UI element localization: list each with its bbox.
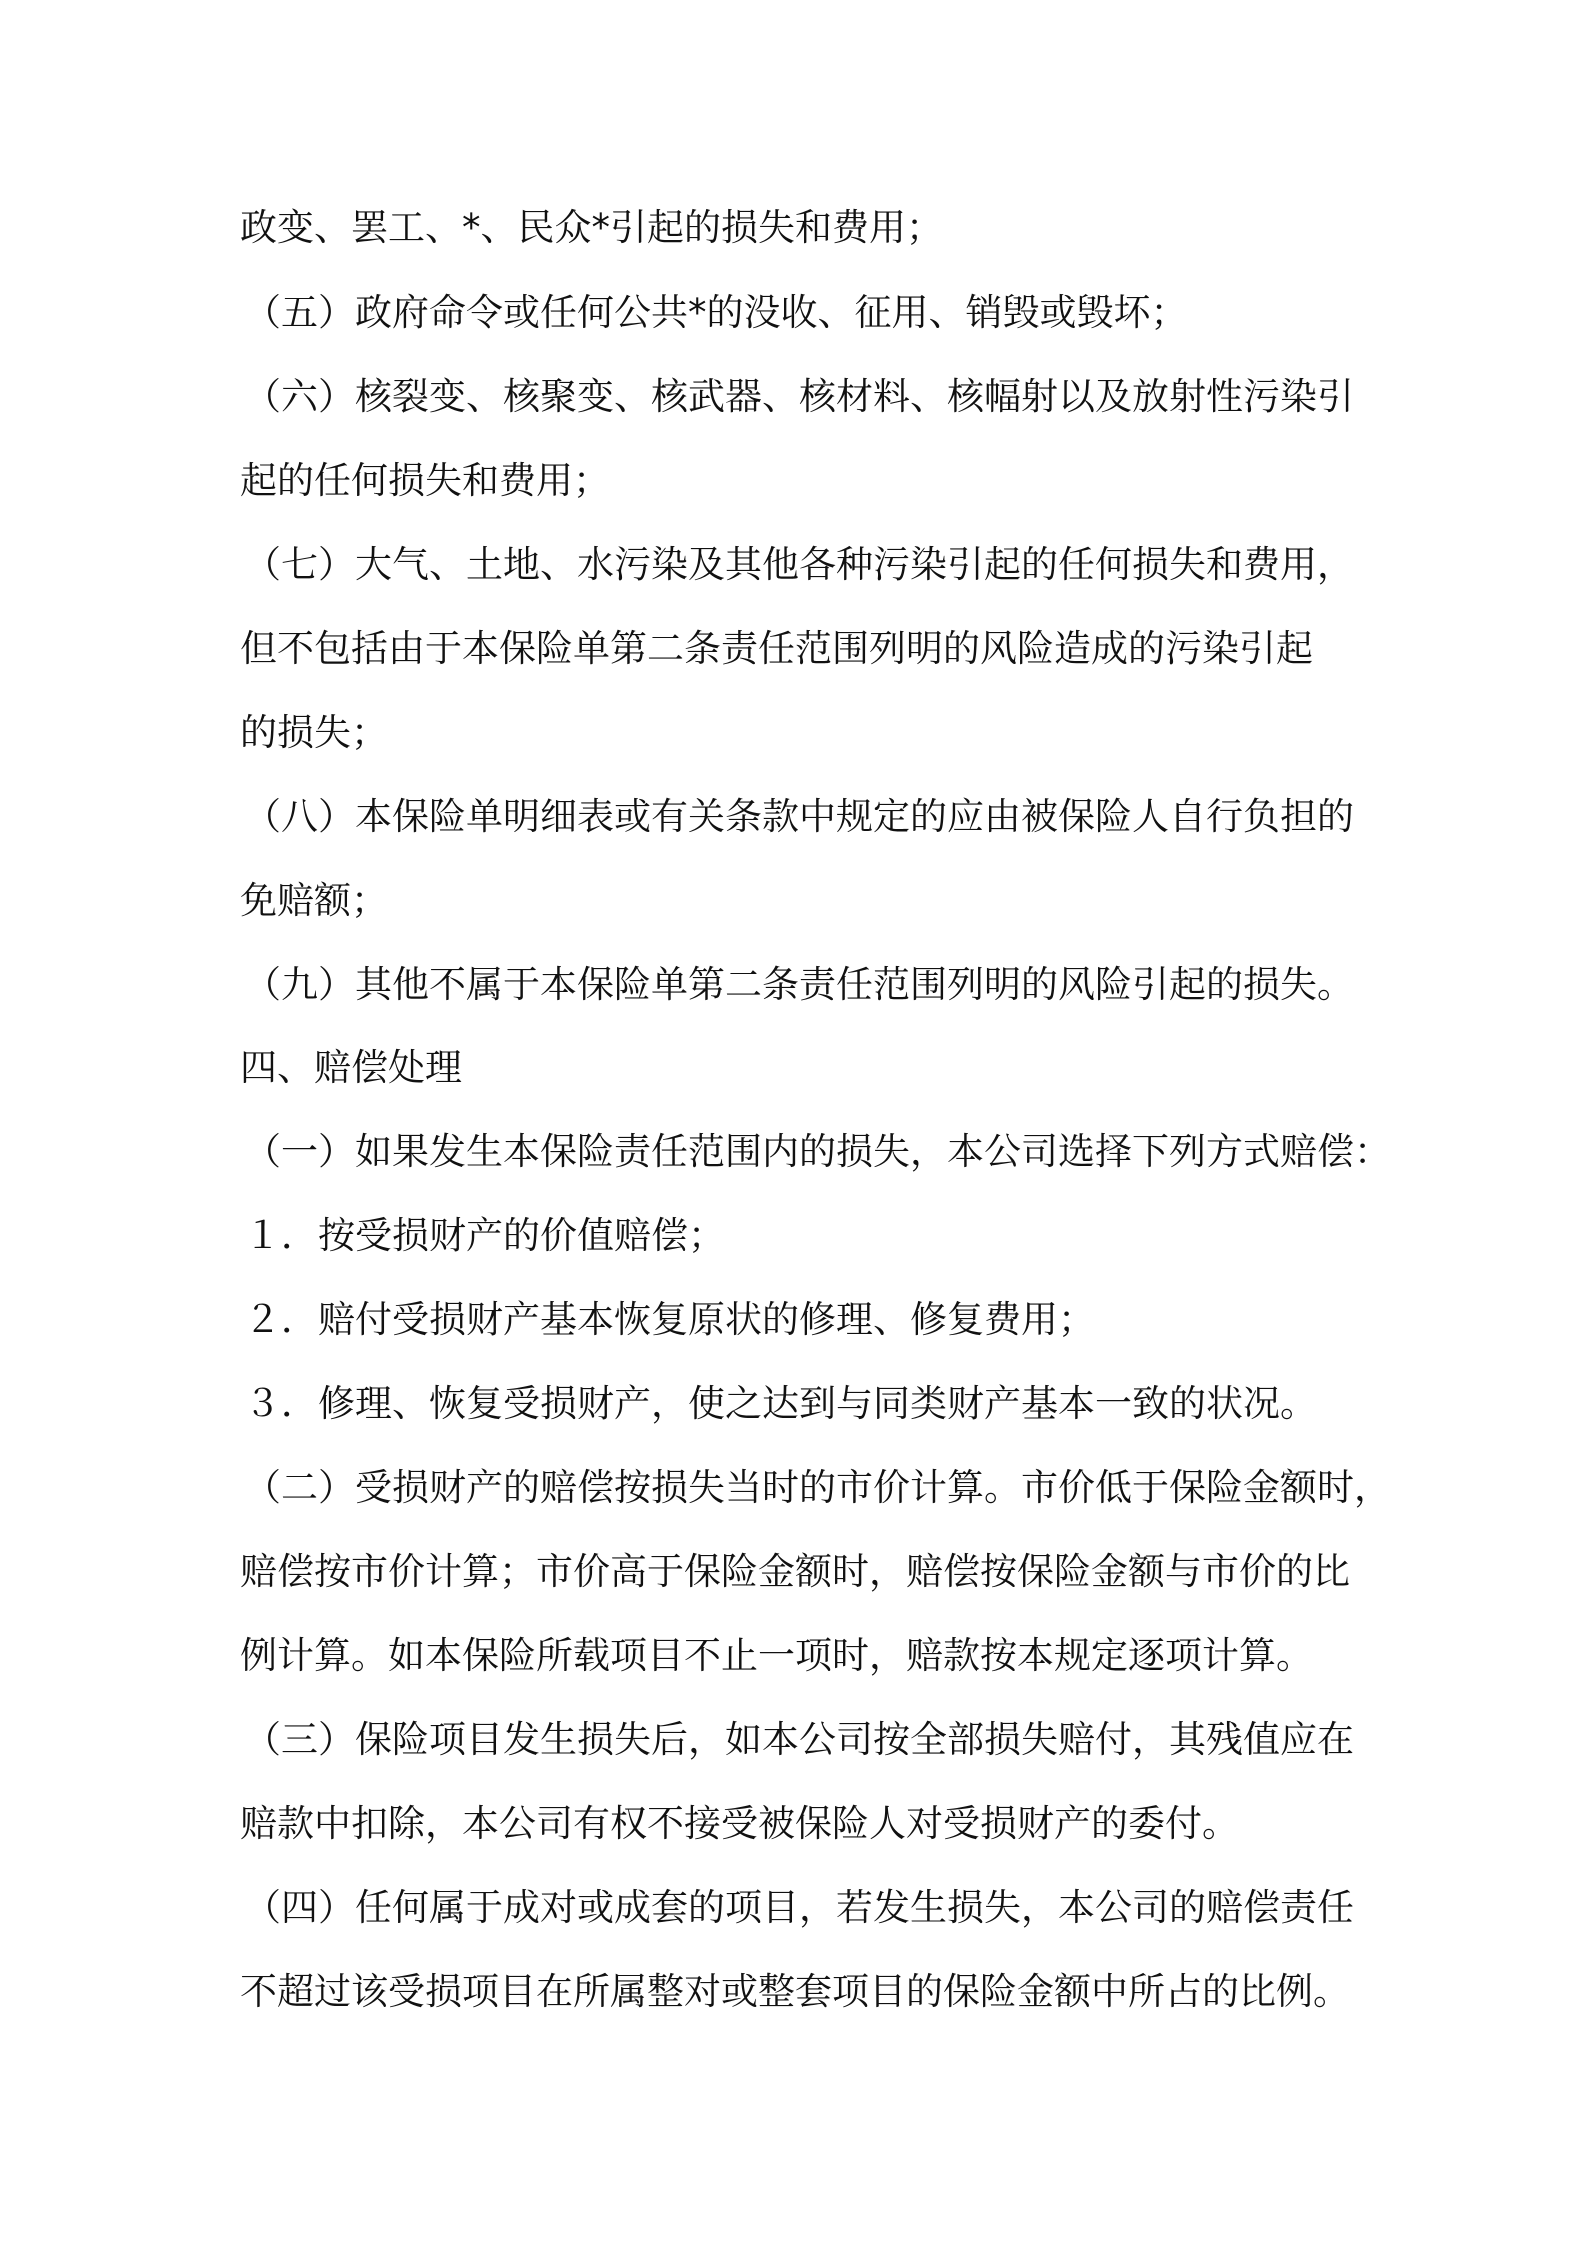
text-line: 赔偿按市价计算；市价高于保险金额时，赔偿按保险金额与市价的比	[240, 1550, 1350, 1593]
text-line: （六）核裂变、核聚变、核武器、核材料、核幅射以及放射性污染引	[244, 375, 1354, 418]
list-item: ２．赔付受损财产基本恢复原状的修理、修复费用；	[244, 1298, 1095, 1341]
text-line: 不超过该受损项目在所属整对或整套项目的保险金额中所占的比例。	[240, 1970, 1350, 2013]
text-line: 的损失；	[240, 711, 388, 754]
list-item: １．按受损财产的价值赔偿；	[244, 1214, 725, 1257]
text-line: （三）保险项目发生损失后，如本公司按全部损失赔付，其残值应在	[244, 1718, 1354, 1761]
text-line: （七）大气、土地、水污染及其他各种污染引起的任何损失和费用，	[244, 543, 1354, 586]
text-line: 起的任何损失和费用；	[240, 459, 610, 502]
text-line: （二）受损财产的赔偿按损失当时的市价计算。市价低于保险金额时，	[244, 1466, 1391, 1509]
text-line: 赔款中扣除，本公司有权不接受被保险人对受损财产的委付。	[240, 1802, 1239, 1845]
section-heading: 四、赔偿处理	[240, 1046, 462, 1089]
text-line: 免赔额；	[240, 879, 388, 922]
text-line: 但不包括由于本保险单第二条责任范围列明的风险造成的污染引起	[240, 627, 1313, 670]
list-item: ３．修理、恢复受损财产，使之达到与同类财产基本一致的状况。	[244, 1382, 1317, 1425]
text-line: 政变、罢工、*、民众*引起的损失和费用；	[240, 206, 943, 249]
text-line: （四）任何属于成对或成套的项目，若发生损失，本公司的赔偿责任	[244, 1886, 1354, 1929]
text-line: （一）如果发生本保险责任范围内的损失，本公司选择下列方式赔偿：	[244, 1130, 1391, 1173]
text-line: （五）政府命令或任何公共*的没收、征用、销毁或毁坏；	[244, 291, 1188, 334]
text-line: 例计算。如本保险所载项目不止一项时，赔款按本规定逐项计算。	[240, 1634, 1313, 1677]
text-line: （九）其他不属于本保险单第二条责任范围列明的风险引起的损失。	[244, 963, 1354, 1006]
text-line: （八）本保险单明细表或有关条款中规定的应由被保险人自行负担的	[244, 795, 1354, 838]
